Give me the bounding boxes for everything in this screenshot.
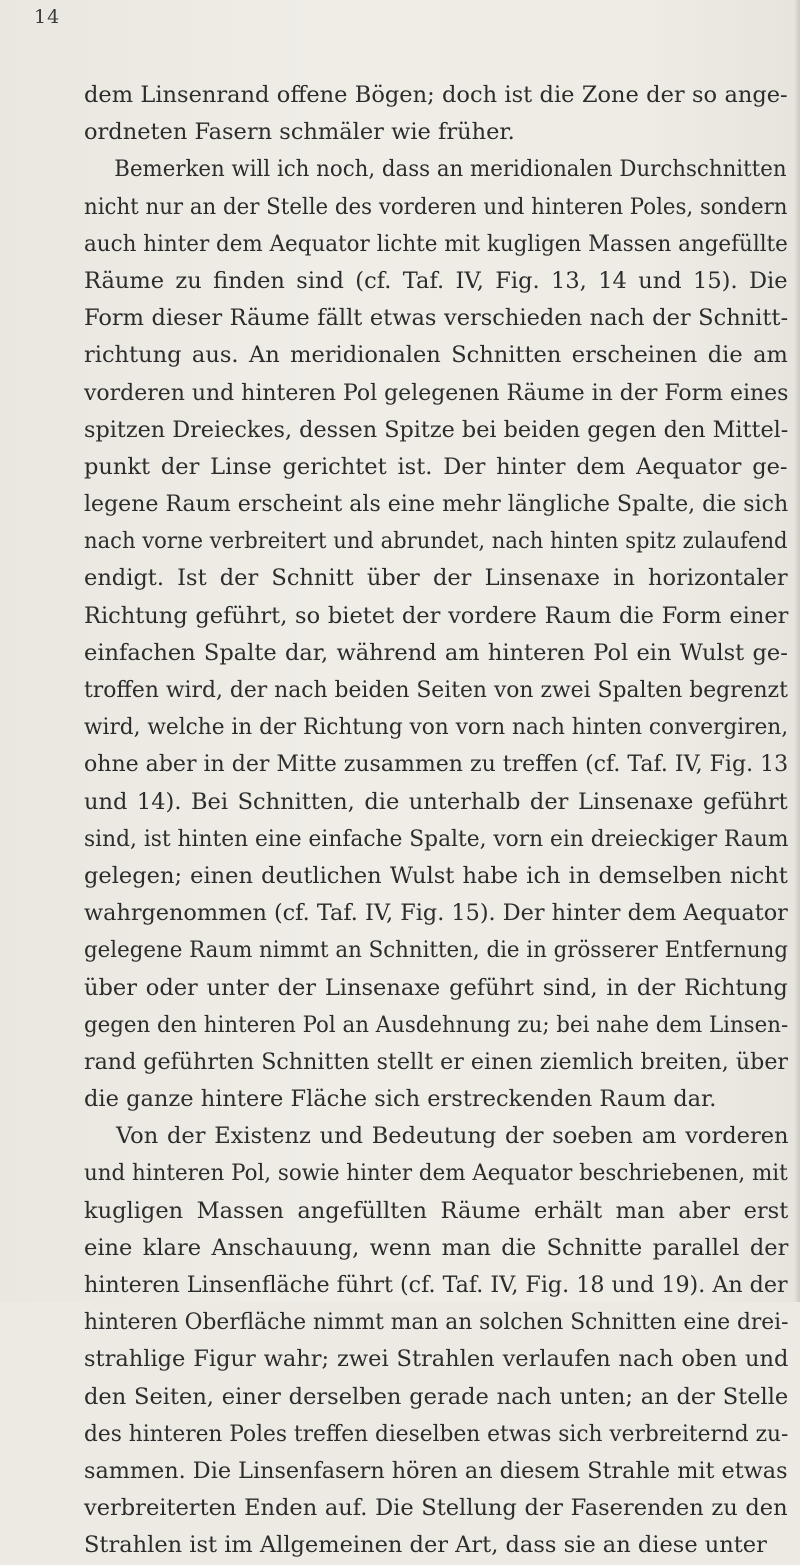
text-line: über oder unter der Linsenaxe geführt sind, in der Richtung [84, 974, 788, 1001]
text-line: hinteren Oberfläche nimmt man an solchen Schnitten eine drei- [84, 1309, 789, 1336]
paragraph-start-line: Von der Existenz und Bedeutung der soeben am vorderen [116, 1123, 789, 1150]
text-line: Strahlen ist im Allgemeinen der Art, dass sie an diese unter [84, 1532, 767, 1559]
text-line: ordneten Fasern schmäler wie früher. [84, 119, 515, 146]
text-line: Form dieser Räume fällt etwas verschieden nach der Schnitt- [84, 305, 789, 332]
text-line: richtung aus. An meridionalen Schnitten erscheinen die am [84, 342, 788, 369]
page-edge-shadow [794, 0, 800, 1302]
text-line: rand geführten Schnitten stellt er einen ziemlich breiten, über [84, 1048, 789, 1075]
text-line: wird, welche in der Richtung von vorn nach hinten convergiren, [84, 714, 789, 741]
text-line: vorderen und hinteren Pol gelegenen Räume in der Form eines [84, 379, 789, 406]
text-line: spitzen Dreieckes, dessen Spitze bei beiden gegen den Mittel- [84, 416, 789, 443]
text-line: gelegen; einen deutlichen Wulst habe ich in demselben nicht [84, 862, 788, 889]
text-line: dem Linsenrand offene Bögen; doch ist die Zone der so ange- [84, 82, 788, 108]
text-line: gelegene Raum nimmt an Schnitten, die in grösserer Entfernung [84, 937, 788, 964]
text-line: punkt der Linse gerichtet ist. Der hinter dem Aequator ge- [84, 453, 788, 480]
body-text [84, 77, 800, 1565]
text-line: kugligen Massen angefüllten Räume erhält man aber erst [84, 1197, 789, 1224]
text-line: endigt. Ist der Schnitt über der Linsenaxe in horizontaler [84, 565, 788, 592]
text-line: sammen. Die Linsenfasern hören an diesem Strahle mit etwas [84, 1457, 788, 1484]
text-line: die ganze hintere Fläche sich erstreckenden Raum dar. [84, 1086, 717, 1113]
text-line: Räume zu finden sind (cf. Taf. IV, Fig. 13, 14 und 15). Die [84, 267, 788, 294]
text-line: verbreiterten Enden auf. Die Stellung der Faserenden zu den [84, 1495, 788, 1522]
text-line: hinteren Linsenfläche führt (cf. Taf. IV, Fig. 18 und 19). An der [84, 1272, 788, 1298]
text-line: auch hinter dem Aequator lichte mit kugligen Massen angefüllte [84, 230, 788, 257]
text-line: den Seiten, einer derselben gerade nach unten; an der Stelle [84, 1383, 789, 1410]
text-line: ohne aber in der Mitte zusammen zu treffen (cf. Taf. IV, Fig. 13 [84, 751, 789, 778]
text-line: eine klare Anschauung, wenn man die Schnitte parallel der [84, 1234, 789, 1261]
text-line: sind, ist hinten eine einfache Spalte, vorn ein dreieckiger Raum [84, 825, 789, 852]
text-line: strahlige Figur wahr; zwei Strahlen verlaufen nach oben und [84, 1346, 789, 1373]
text-line: einfachen Spalte dar, während am hinteren Pol ein Wulst ge- [84, 639, 788, 666]
text-line: legene Raum erscheint als eine mehr längliche Spalte, die sich [84, 491, 789, 518]
text-line: Richtung geführt, so bietet der vordere Raum die Form einer [84, 602, 789, 629]
text-line: nach vorne verbreitert und abrundet, nach hinten spitz zulaufend [84, 528, 788, 555]
page-number: 14 [34, 6, 61, 28]
text-line: des hinteren Poles treffen dieselben etwas sich verbreiternd zu- [84, 1420, 789, 1447]
text-line: und hinteren Pol, sowie hinter dem Aequator beschriebenen, mit [84, 1160, 788, 1187]
text-line: troffen wird, der nach beiden Seiten von zwei Spalten begrenzt [84, 677, 788, 703]
text-line: wahrgenommen (cf. Taf. IV, Fig. 15). Der hinter dem Aequator [84, 900, 788, 927]
paragraph-start-line: Bemerken will ich noch, dass an meridionalen Durchschnitten [114, 156, 787, 183]
text-line: und 14). Bei Schnitten, die unterhalb der Linsenaxe geführt [84, 788, 788, 815]
text-line: nicht nur an der Stelle des vorderen und hinteren Poles, sondern [84, 193, 788, 220]
text-line: gegen den hinteren Pol an Ausdehnung zu; bei nahe dem Linsen- [84, 1011, 789, 1038]
